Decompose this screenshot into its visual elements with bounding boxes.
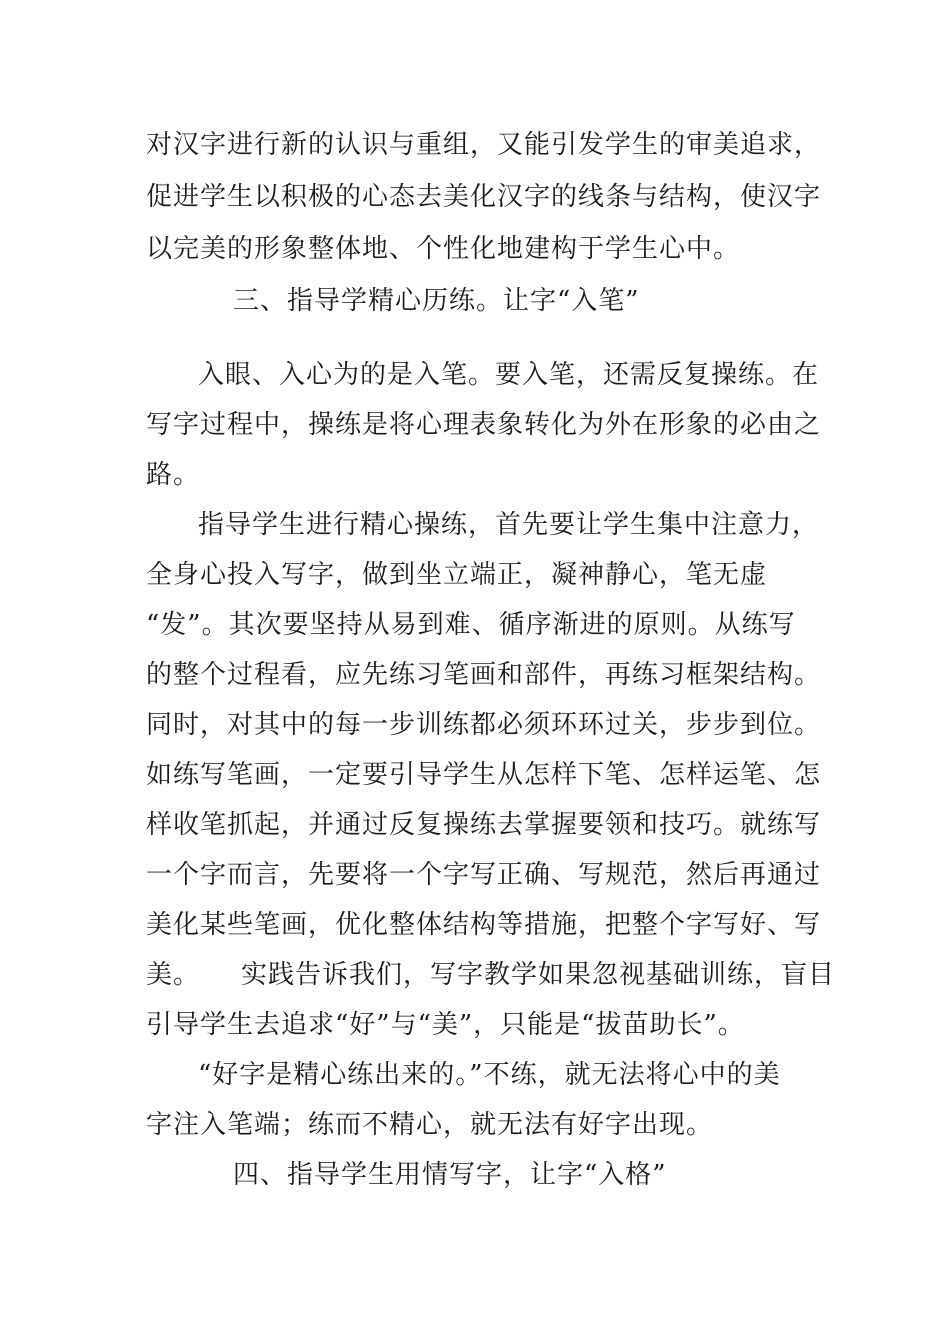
body-line: 字注入笔端；练而不精心，就无法有好字出现。 xyxy=(146,1110,714,1140)
section-heading: 四、指导学生用情写字，让字“入格” xyxy=(233,1160,667,1190)
body-line: 如练写笔画，一定要引导学生从怎样下笔、怎样运笔、怎 xyxy=(146,760,822,790)
body-line: 促进学生以积极的心态去美化汉字的线条与结构，使汉字 xyxy=(146,182,822,212)
body-line: 以完美的形象整体地、个性化地建构于学生心中。 xyxy=(146,234,741,264)
paragraph-first-line: 指导学生进行精心操练，首先要让学生集中注意力， xyxy=(198,510,820,540)
body-line: 美化某些笔画，优化整体结构等措施，把整个字写好、写 xyxy=(146,910,822,940)
body-line: 美。 实践告诉我们，写字教学如果忽视基础训练，盲目 xyxy=(146,960,836,990)
body-line: 样收笔抓起，并通过反复操练去掌握要领和技巧。就练写 xyxy=(146,810,822,840)
paragraph-first-line: 入眼、入心为的是入笔。要入笔，还需反复操练。在 xyxy=(198,360,820,390)
section-heading: 三、指导学精心历练。让字“入笔” xyxy=(233,286,640,316)
body-line: 对汉字进行新的认识与重组，又能引发学生的审美追求， xyxy=(146,130,822,160)
body-line: 的整个过程看，应先练习笔画和部件，再练习框架结构。 xyxy=(146,660,822,690)
body-line: 引导学生去追求“好”与“美”，只能是“拔苗助长”。 xyxy=(146,1010,745,1040)
body-line: 同时，对其中的每一步训练都必须环环过关，步步到位。 xyxy=(146,710,822,740)
body-line: 一个字而言，先要将一个字写正确、写规范，然后再通过 xyxy=(146,860,822,890)
body-line: 全身心投入写字，做到坐立端正，凝神静心，笔无虚 xyxy=(146,560,768,590)
paragraph-first-line: “好字是精心练出来的。”不练，就无法将心中的美 xyxy=(198,1060,781,1090)
body-line: “发”。其次要坚持从易到难、循序渐进的原则。从练写 xyxy=(146,610,796,640)
body-line: 写字过程中，操练是将心理表象转化为外在形象的必由之 xyxy=(146,410,822,440)
body-line: 路。 xyxy=(146,460,201,490)
